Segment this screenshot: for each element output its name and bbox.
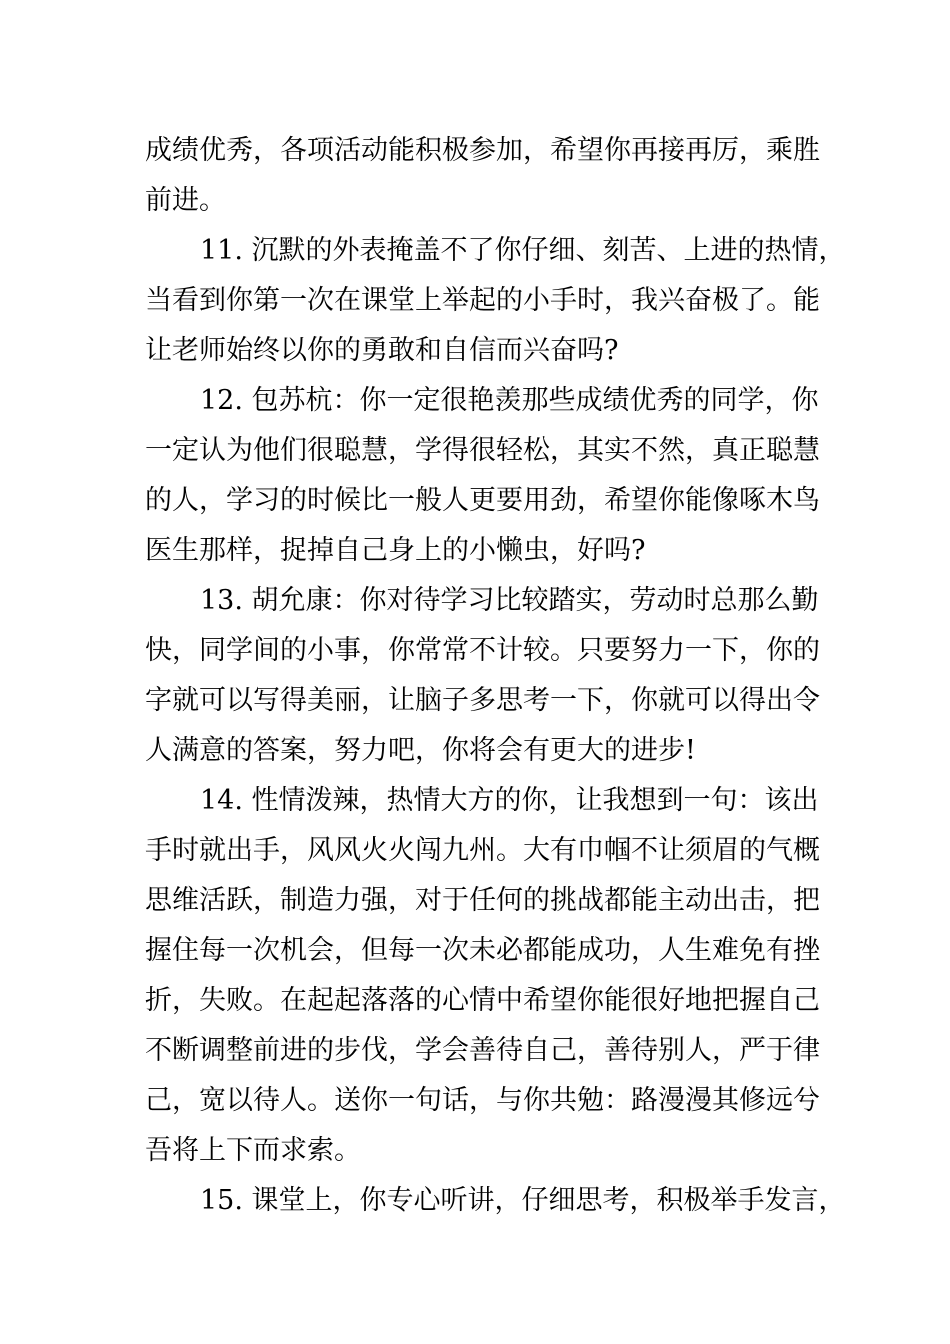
paragraph-14-start: 14. 性情泼辣，热情大方的你，让我想到一句：该出 [200, 785, 819, 816]
paragraph-13-start: 13. 胡允康：你对待学习比较踏实，劳动时总那么勤 [200, 585, 819, 616]
paragraph-15-start: 15. 课堂上，你专心听讲，仔细思考，积极举手发言， [200, 1185, 846, 1216]
text-line: 字就可以写得美丽，让脑子多思考一下，你就可以得出令 [145, 685, 820, 716]
paragraph-11-start: 11. 沉默的外表掩盖不了你仔细、刻苦、上进的热情， [200, 235, 846, 266]
text-line: 一定认为他们很聪慧，学得很轻松，其实不然，真正聪慧 [145, 435, 820, 466]
text-line: 握住每一次机会，但每一次未必都能成功，人生难免有挫 [145, 935, 820, 966]
text-line: 吾将上下而求索。 [145, 1135, 361, 1166]
text-line: 快，同学间的小事，你常常不计较。只要努力一下，你的 [145, 635, 820, 666]
text-line: 思维活跃，制造力强，对于任何的挑战都能主动出击，把 [145, 885, 820, 916]
text-line: 医生那样，捉掉自己身上的小懒虫，好吗? [145, 535, 646, 566]
text-line: 成绩优秀，各项活动能积极参加，希望你再接再厉，乘胜 [145, 135, 820, 166]
text-line: 手时就出手，风风火火闯九州。大有巾帼不让须眉的气概 [145, 835, 820, 866]
text-line: 的人，学习的时候比一般人更要用劲，希望你能像啄木鸟 [145, 485, 820, 516]
text-line: 当看到你第一次在课堂上举起的小手时，我兴奋极了。能 [145, 285, 820, 316]
text-line: 折，失败。在起起落落的心情中希望你能很好地把握自己 [145, 985, 820, 1016]
text-line: 让老师始终以你的勇敢和自信而兴奋吗? [145, 335, 619, 366]
text-line: 前进。 [145, 185, 226, 216]
text-line: 己，宽以待人。送你一句话，与你共勉：路漫漫其修远兮 [145, 1085, 820, 1116]
text-line: 不断调整前进的步伐，学会善待自己，善待别人，严于律 [145, 1035, 820, 1066]
text-line: 人满意的答案，努力吧，你将会有更大的进步! [145, 735, 696, 766]
paragraph-12-start: 12. 包苏杭：你一定很艳羡那些成绩优秀的同学，你 [200, 385, 819, 416]
